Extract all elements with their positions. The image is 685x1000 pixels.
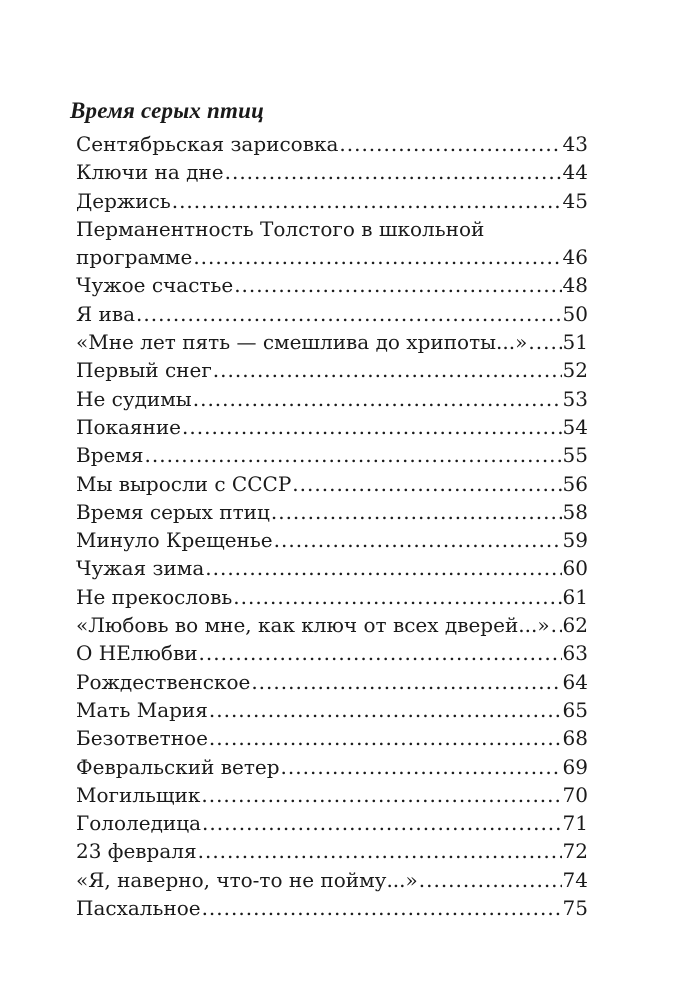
dot-leader <box>198 837 562 865</box>
toc-entry-title: Февральский ветер <box>76 754 280 779</box>
toc-entry-page: 52 <box>562 358 588 383</box>
toc-entry <box>76 866 588 894</box>
toc-entry <box>76 441 588 469</box>
toc-entry-page: 44 <box>562 160 588 185</box>
toc-entry-page: 63 <box>562 641 588 666</box>
toc-entry-title: Не прекословь <box>76 584 233 609</box>
toc-entry <box>76 130 588 158</box>
toc-entry-page: 45 <box>562 188 588 213</box>
toc-entry-page: 70 <box>562 782 588 807</box>
toc-entry <box>76 413 588 441</box>
toc-entry <box>76 894 588 922</box>
toc-entry <box>76 668 588 696</box>
dot-leader <box>271 498 562 526</box>
toc-entry-title: «Мне лет пять — смешлива до хрипоты...» <box>76 330 528 355</box>
toc-entry-page: 68 <box>562 726 588 751</box>
toc-entry-page: 72 <box>562 839 588 864</box>
toc-entry-title: Время <box>76 443 144 468</box>
toc-entry <box>76 724 588 752</box>
dot-leader <box>145 441 562 469</box>
toc-entry-title: программе <box>76 245 193 270</box>
dot-leader <box>202 809 562 837</box>
toc-entry-page: 50 <box>562 301 588 326</box>
dot-leader <box>193 243 561 271</box>
toc-entry-page: 75 <box>562 896 588 921</box>
toc-entry-page: 54 <box>562 414 588 439</box>
toc-entry <box>76 158 588 186</box>
toc-entry-title: Не судимы <box>76 386 192 411</box>
toc-entry-page: 48 <box>562 273 588 298</box>
toc-entry <box>76 696 588 724</box>
toc-entry-page: 46 <box>562 245 588 270</box>
toc-entry-title: Мать Мария <box>76 697 208 722</box>
toc-entry-title: Безответное <box>76 726 208 751</box>
toc-entry <box>76 356 588 384</box>
toc-entry-page: 65 <box>562 697 588 722</box>
dot-leader <box>202 894 562 922</box>
toc-entry <box>76 498 588 526</box>
toc-entry-title: Держись <box>76 188 171 213</box>
toc-entry-page: 58 <box>562 499 588 524</box>
toc-entry-page: 62 <box>562 613 588 638</box>
toc-entry <box>76 328 588 356</box>
dot-leader <box>209 696 562 724</box>
toc-entry-page: 71 <box>562 811 588 836</box>
toc-entry-title: «Любовь во мне, как ключ от всех дверей...» <box>76 613 550 638</box>
toc-entry <box>76 611 588 639</box>
toc-entry <box>76 837 588 865</box>
toc-entry-title: Я ива <box>76 301 136 326</box>
dot-leader <box>182 413 562 441</box>
toc-entry-title: Рождественское <box>76 669 251 694</box>
toc-entry <box>76 215 588 272</box>
toc-entry-title: «Я, наверно, что-то не пойму...» <box>76 867 418 892</box>
toc-entry-title: Покаяние <box>76 414 182 439</box>
toc-entry <box>76 271 588 299</box>
dot-leader <box>205 554 561 582</box>
toc-entry-title: 23 февраля <box>76 839 197 864</box>
dot-leader <box>292 470 561 498</box>
toc-entry-title: О НЕлюбви <box>76 641 198 666</box>
dot-leader <box>209 724 562 752</box>
dot-leader <box>419 866 562 894</box>
dot-leader <box>193 385 562 413</box>
toc-entry <box>76 470 588 498</box>
toc-entry-page: 60 <box>562 556 588 581</box>
toc-entry-page: 56 <box>562 471 588 496</box>
dot-leader <box>274 526 562 554</box>
toc-entry <box>76 526 588 554</box>
toc-entry <box>76 583 588 611</box>
dot-leader <box>251 668 561 696</box>
toc-entry-page: 43 <box>562 132 588 156</box>
toc-entry-title-line1: Перманентность Толстого в школьной <box>76 216 485 241</box>
dot-leader <box>225 158 562 186</box>
toc-entry <box>76 300 588 328</box>
section-title: Время серых птиц <box>70 98 265 123</box>
toc-entry-title: Гололедица <box>76 811 201 836</box>
dot-leader <box>528 328 561 356</box>
toc-entry <box>76 781 588 809</box>
toc-entry-page: 64 <box>562 669 588 694</box>
toc-entry <box>76 809 588 837</box>
toc-entry-title: Минуло Крещенье <box>76 528 273 553</box>
dot-leader <box>172 187 562 215</box>
toc-entry-title: Время серых птиц <box>76 499 270 524</box>
toc-entry-page: 61 <box>562 584 588 609</box>
toc-entry-page: 53 <box>562 386 588 411</box>
toc-entry-title: Мы выросли с СССР <box>76 471 292 496</box>
toc-entry <box>76 385 588 413</box>
table-of-contents <box>76 130 588 922</box>
toc-entry-page: 59 <box>562 528 588 553</box>
toc-entry-page: 51 <box>562 330 588 355</box>
dot-leader <box>233 583 561 611</box>
toc-entry-title: Пасхальное <box>76 896 201 921</box>
toc-entry-title: Чужая зима <box>76 556 205 581</box>
dot-leader <box>339 130 561 158</box>
toc-entry <box>76 753 588 781</box>
toc-entry <box>76 554 588 582</box>
dot-leader <box>136 300 562 328</box>
dot-leader <box>201 781 561 809</box>
dot-leader <box>281 753 562 781</box>
toc-entry-title: Чужое счастье <box>76 273 234 298</box>
dot-leader <box>213 356 562 384</box>
toc-entry-title: Ключи на дне <box>76 160 224 185</box>
dot-leader <box>551 611 562 639</box>
toc-entry-title: Могильщик <box>76 782 201 807</box>
dot-leader <box>199 639 562 667</box>
toc-entry-page: 69 <box>562 754 588 779</box>
toc-entry-page: 55 <box>562 443 588 468</box>
toc-entry-title: Сентябрьская зарисовка <box>76 132 339 156</box>
toc-entry <box>76 187 588 215</box>
dot-leader <box>234 271 561 299</box>
toc-entry-title: Первый снег <box>76 358 212 383</box>
toc-entry-page: 74 <box>562 867 588 892</box>
toc-entry <box>76 639 588 667</box>
